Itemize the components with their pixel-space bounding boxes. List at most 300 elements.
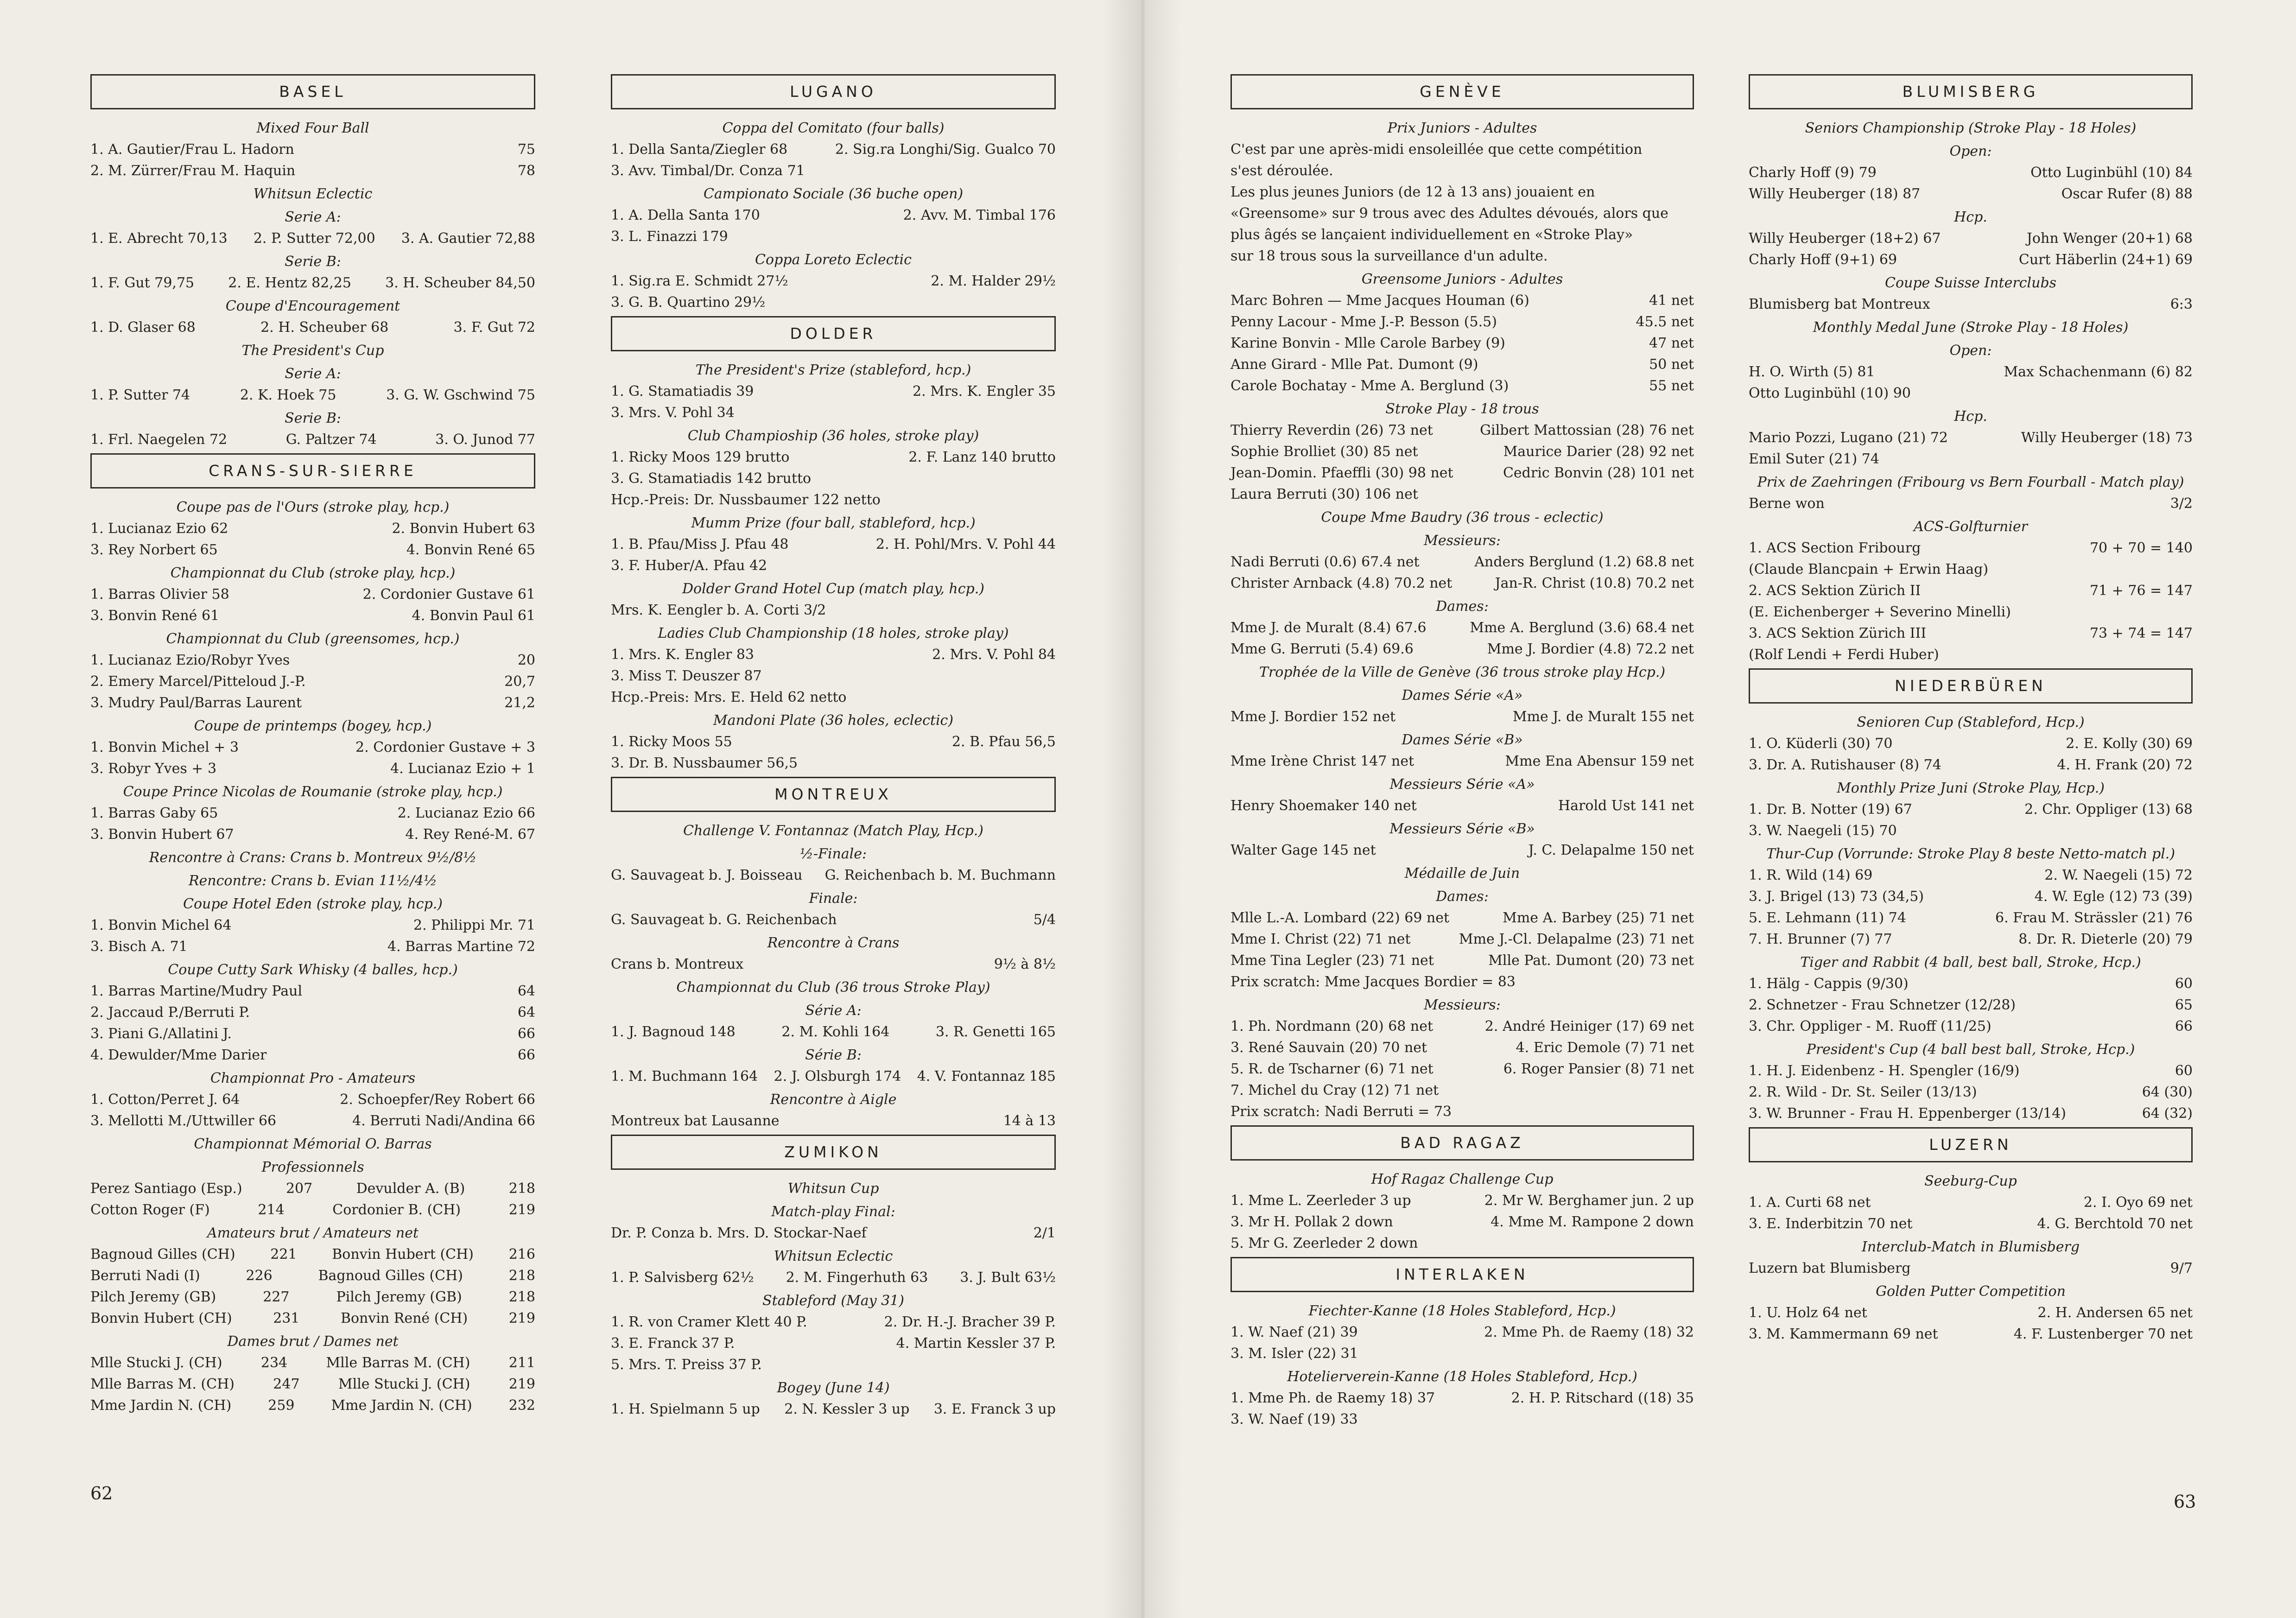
- club-section: [611, 777, 1056, 1132]
- result-cell: 1. Sig.ra E. Schmidt 27½: [611, 273, 788, 289]
- result-cell: 231: [273, 1310, 300, 1326]
- result-cell: 3. Bonvin René 61: [90, 608, 220, 624]
- result-cell: 1. Barras Olivier 58: [90, 586, 229, 603]
- result-line: [611, 909, 1056, 931]
- result-line: [90, 228, 535, 249]
- result-cell: 4. G. Berchtold 70 net: [2037, 1216, 2193, 1232]
- result-cell: 1. P. Sutter 74: [90, 387, 190, 403]
- result-cell: 3. G. W. Gschwind 75: [386, 387, 535, 403]
- result-cell: Mme J. de Muralt (8.4) 67.6: [1230, 620, 1427, 636]
- competition: [90, 716, 535, 780]
- result-cell: 1. U. Holz 64 net: [1749, 1305, 1867, 1321]
- result-cell: 64 (30): [2142, 1084, 2193, 1100]
- result-cell: 219: [508, 1202, 535, 1218]
- result-cell: 70 + 70 = 140: [2089, 540, 2193, 556]
- result-cell: Berne won: [1749, 495, 1825, 512]
- result-line: [611, 402, 1056, 424]
- competition: [90, 870, 535, 892]
- result-line: [90, 692, 535, 714]
- competition-title: Bogey (June 14): [777, 1380, 890, 1396]
- result-line: [611, 687, 1056, 708]
- result-cell: 2. E. Hentz 82,25: [228, 275, 351, 291]
- competition-title: Club Champioship (36 holes, stroke play): [687, 428, 979, 444]
- competition: [611, 820, 1056, 842]
- competition: [90, 184, 535, 205]
- result-line: [611, 731, 1056, 753]
- result-line: [1230, 1388, 1694, 1409]
- result-cell: Mme A. Barbey (25) 71 net: [1503, 910, 1694, 926]
- result-cell: 4. Rey René-M. 67: [405, 826, 535, 843]
- result-cell: 71 + 76 = 147: [2089, 583, 2193, 599]
- result-cell: 8. Dr. R. Dieterle (20) 79: [2018, 931, 2193, 947]
- club-header: INTERLAKEN: [1230, 1257, 1694, 1292]
- competition: [90, 1331, 535, 1416]
- result-cell: 4. V. Fontannaz 185: [917, 1068, 1056, 1085]
- result-line: [1230, 224, 1694, 246]
- competition-title: Dames Série «B»: [1402, 732, 1523, 748]
- competition-title: Stableford (May 31): [762, 1293, 904, 1309]
- result-cell: 3. A. Gautier 72,88: [401, 230, 535, 247]
- result-cell: Mlle Stucki J. (CH): [338, 1376, 470, 1392]
- result-cell: Mme Jardin N. (CH): [90, 1397, 232, 1414]
- result-cell: 2. Avv. M. Timbal 176: [903, 207, 1056, 223]
- result-line: [1749, 1258, 2193, 1279]
- result-cell: 73 + 74 = 147: [2089, 625, 2193, 641]
- result-cell: 247: [273, 1376, 300, 1392]
- competition-title: Serie B:: [285, 254, 341, 270]
- competition-title: Championnat du Club (stroke play, hcp.): [170, 565, 456, 581]
- result-cell: 4. Dewulder/Mme Darier: [90, 1047, 267, 1063]
- result-line: [1749, 1324, 2193, 1345]
- page-number-right: 63: [2174, 1491, 2196, 1512]
- competition: [1749, 340, 2193, 404]
- competition: [90, 207, 535, 249]
- result-line: [1230, 1059, 1694, 1080]
- result-cell: 219: [508, 1376, 535, 1392]
- competition-title: Interclub-Match in Blumisberg: [1861, 1239, 2080, 1255]
- competition-title: Monthly Medal June (Stroke Play - 18 Holes): [1813, 319, 2129, 336]
- result-cell: Cordonier B. (CH): [332, 1202, 461, 1218]
- result-cell: Mme J.-Cl. Delapalme (23) 71 net: [1459, 931, 1694, 947]
- result-cell: 1. A. Della Santa 170: [611, 207, 760, 223]
- result-line: [1230, 333, 1694, 354]
- result-cell: 64: [517, 1004, 535, 1021]
- result-cell: 227: [263, 1289, 290, 1305]
- result-line: [1749, 820, 2193, 842]
- competition: [90, 781, 535, 845]
- competition-title: Série A:: [805, 1003, 862, 1019]
- result-cell: 2. M. Fingerhuth 63: [786, 1269, 928, 1286]
- result-cell: 1. ACS Section Fribourg: [1749, 540, 1921, 556]
- result-cell: 1. H. Spielmann 5 up: [611, 1401, 760, 1417]
- result-cell: 2. Dr. H.-J. Bracher 39 P.: [884, 1314, 1056, 1330]
- result-cell: 2. N. Kessler 3 up: [784, 1401, 910, 1417]
- result-cell: 1. Bonvin Michel + 3: [90, 739, 239, 755]
- competition: [1749, 1039, 2193, 1124]
- competition: [1749, 207, 2193, 271]
- result-cell: 3. Robyr Yves + 3: [90, 761, 217, 777]
- result-cell: plus âgés se lançaient individuellement en «Stroke Play»: [1230, 227, 1633, 243]
- result-cell: Gilbert Mattossian (28) 76 net: [1480, 422, 1694, 438]
- page-number-left: 62: [90, 1483, 113, 1504]
- result-cell: 20,7: [504, 673, 535, 690]
- result-line: [1749, 1103, 2193, 1124]
- result-line: [90, 605, 535, 627]
- result-cell: 1. F. Gut 79,75: [90, 275, 195, 291]
- result-line: [611, 865, 1056, 886]
- result-line: [1749, 427, 2193, 449]
- result-line: [1749, 973, 2193, 995]
- competition-title: Fiechter-Kanne (18 Holes Stableford, Hcp.): [1308, 1303, 1616, 1319]
- result-cell: Mrs. K. Eengler b. A. Corti 3/2: [611, 602, 826, 618]
- result-cell: Maurice Darier (28) 92 net: [1503, 444, 1694, 460]
- competition: [1749, 712, 2193, 776]
- competition: [90, 118, 535, 182]
- competition: [1230, 995, 1694, 1123]
- result-cell: 3. Dr. A. Rutishauser (8) 74: [1749, 757, 1941, 773]
- result-cell: 2. H. Pohl/Mrs. V. Pohl 44: [875, 536, 1056, 552]
- result-line: [90, 824, 535, 845]
- result-cell: 1. Ph. Nordmann (20) 68 net: [1230, 1018, 1433, 1034]
- result-cell: Prix scratch: Nadi Berruti = 73: [1230, 1104, 1452, 1120]
- result-line: [611, 1354, 1056, 1376]
- result-line: [611, 1267, 1056, 1288]
- result-cell: 5. R. de Tscharner (6) 71 net: [1230, 1061, 1433, 1077]
- competition-title: Tiger and Rabbit (4 ball, best ball, Stroke, Hcp.): [1800, 954, 2141, 971]
- result-line: [1230, 971, 1694, 993]
- club-header: LUGANO: [611, 74, 1056, 109]
- result-line: [90, 671, 535, 692]
- result-line: [1230, 795, 1694, 817]
- result-line: [1230, 375, 1694, 397]
- result-line: [1749, 1016, 2193, 1037]
- competition: [611, 118, 1056, 182]
- result-line: [611, 1223, 1056, 1244]
- competition-title: Dames:: [1436, 888, 1489, 905]
- column-right-1: [1230, 74, 1694, 1433]
- result-cell: 2. Jaccaud P./Berruti P.: [90, 1004, 250, 1021]
- result-line: [611, 600, 1056, 621]
- competition: [90, 1223, 535, 1329]
- result-cell: Mme Jardin N. (CH): [331, 1397, 472, 1414]
- result-cell: 2. Mrs. V. Pohl 84: [932, 647, 1056, 663]
- result-cell: 64 (32): [2142, 1105, 2193, 1122]
- result-line: [1230, 1101, 1694, 1123]
- competition: [1749, 317, 2193, 338]
- result-cell: Bagnoud Gilles (CH): [90, 1246, 235, 1263]
- result-cell: 2. Philippi Mr. 71: [413, 917, 535, 933]
- competition-title: Monthly Prize Juni (Stroke Play, Hcp.): [1837, 780, 2105, 796]
- competition: [1749, 952, 2193, 1037]
- result-cell: Hcp.-Preis: Dr. Nussbaumer 122 netto: [611, 492, 881, 508]
- result-cell: Prix scratch: Mme Jacques Bordier = 83: [1230, 974, 1516, 990]
- result-cell: 2. Mrs. K. Engler 35: [913, 383, 1056, 400]
- result-cell: 1. Bonvin Michel 64: [90, 917, 232, 933]
- result-cell: Pilch Jeremy (GB): [90, 1289, 216, 1305]
- result-cell: 3. Avv. Timbal/Dr. Conza 71: [611, 163, 805, 179]
- result-cell: 1. P. Salvisberg 62½: [611, 1269, 754, 1286]
- result-line: [611, 1066, 1056, 1087]
- result-line: [1749, 559, 2193, 580]
- competition: [90, 1068, 535, 1132]
- result-cell: 3. Mrs. V. Pohl 34: [611, 405, 735, 421]
- result-line: [611, 381, 1056, 402]
- result-cell: 232: [508, 1397, 535, 1414]
- result-line: [1230, 311, 1694, 333]
- competition: [1230, 596, 1694, 660]
- competition: [90, 628, 535, 714]
- result-cell: 3. Miss T. Deuszer 87: [611, 668, 762, 684]
- result-cell: Mme J. de Muralt 155 net: [1512, 709, 1694, 725]
- result-cell: 66: [2175, 1018, 2193, 1034]
- result-line: [1230, 617, 1694, 639]
- competition: [1230, 507, 1694, 528]
- result-cell: 4. Martin Kessler 37 P.: [896, 1335, 1056, 1352]
- result-line: [90, 1045, 535, 1066]
- result-line: [611, 271, 1056, 292]
- result-cell: 3. M. Isler (22) 31: [1230, 1345, 1358, 1362]
- competition-title: Coupe Cutty Sark Whisky (4 balles, hcp.): [168, 962, 458, 978]
- competition-title: President's Cup (4 ball best ball, Stroke, Hcp.): [1806, 1041, 2135, 1058]
- club-header: LUZERN: [1749, 1127, 2193, 1162]
- result-cell: 3. W. Naef (19) 33: [1230, 1411, 1358, 1428]
- competition: [1230, 269, 1694, 397]
- result-cell: 211: [508, 1355, 535, 1371]
- competition: [1230, 662, 1694, 683]
- competition: [1230, 730, 1694, 772]
- result-cell: 2. W. Naegeli (15) 72: [2044, 867, 2193, 883]
- competition-title: Rencontre à Crans: [767, 935, 900, 951]
- result-line: [1749, 1302, 2193, 1324]
- result-line: [1749, 493, 2193, 514]
- result-cell: 1. R. von Cramer Klett 40 P.: [611, 1314, 807, 1330]
- result-line: [90, 539, 535, 561]
- result-cell: «Greensome» sur 9 trous avec des Adultes dévoués, alors que: [1230, 205, 1668, 222]
- result-cell: 75: [517, 141, 535, 158]
- result-cell: Willy Heuberger (18) 73: [2021, 430, 2193, 446]
- result-cell: Cedric Bonvin (28) 101 net: [1503, 465, 1694, 481]
- club-section: [90, 453, 535, 1416]
- competition: [611, 1089, 1056, 1132]
- result-cell: s'est déroulée.: [1230, 163, 1333, 179]
- result-line: [1230, 950, 1694, 971]
- result-line: [1230, 160, 1694, 182]
- result-line: [611, 489, 1056, 511]
- result-line: [1230, 420, 1694, 441]
- result-line: [1749, 623, 2193, 644]
- competition: [90, 959, 535, 1066]
- result-line: [1749, 733, 2193, 755]
- competition: [90, 1134, 535, 1155]
- competition: [1230, 399, 1694, 505]
- competition-title: Hotelierverein-Kanne (18 Holes Stableford, Hcp.): [1287, 1369, 1637, 1385]
- competition-title: The President's Cup: [241, 343, 384, 359]
- result-cell: Mlle Stucki J. (CH): [90, 1355, 222, 1371]
- result-line: [611, 644, 1056, 666]
- result-cell: Mlle L.-A. Lombard (22) 69 net: [1230, 910, 1450, 926]
- result-cell: Mlle Barras M. (CH): [90, 1376, 235, 1392]
- result-line: [611, 160, 1056, 182]
- competition-title: Médaille de Juin: [1404, 865, 1520, 882]
- result-cell: Anders Berglund (1.2) 68.8 net: [1474, 554, 1694, 570]
- result-line: [611, 555, 1056, 577]
- result-cell: Cotton Roger (F): [90, 1202, 210, 1218]
- result-line: [1749, 602, 2193, 623]
- result-cell: 3. Piani G./Allatini J.: [90, 1026, 232, 1042]
- result-cell: Charly Hoff (9+1) 69: [1749, 252, 1897, 268]
- competition-title: Prix de Zaehringen (Fribourg vs Bern Fourball - Match play): [1757, 474, 2184, 490]
- competition: [90, 408, 535, 451]
- competition-title: Hcp.: [1954, 209, 1987, 225]
- result-cell: 1. G. Stamatiadis 39: [611, 383, 754, 400]
- club-header: BAD RAGAZ: [1230, 1125, 1694, 1161]
- competition-title: The President's Prize (stableford, hcp.): [695, 362, 971, 378]
- result-cell: 64: [517, 983, 535, 999]
- result-cell: 2. Chr. Oppliger (13) 68: [2024, 801, 2193, 818]
- result-cell: sur 18 trous sous la surveillance d'un adulte.: [1230, 248, 1548, 264]
- result-cell: 1. Hälg - Cappis (9/30): [1749, 976, 1909, 992]
- result-cell: 4. Bonvin René 65: [406, 542, 535, 558]
- result-line: [90, 429, 535, 451]
- competition-title: Seeburg-Cup: [1924, 1173, 2017, 1189]
- result-cell: Sophie Brolliet (30) 85 net: [1230, 444, 1418, 460]
- result-cell: Mlle Pat. Dumont (20) 73 net: [1488, 952, 1694, 969]
- competition: [1230, 1301, 1694, 1364]
- result-line: [90, 1265, 535, 1287]
- result-line: [611, 1399, 1056, 1420]
- result-cell: Bagnoud Gilles (CH): [318, 1268, 463, 1284]
- competition-title: Coupe Hotel Eden (stroke play, hcp.): [183, 896, 443, 912]
- result-cell: 78: [517, 163, 535, 179]
- competition: [611, 1290, 1056, 1376]
- result-cell: 1. Ricky Moos 55: [611, 734, 732, 750]
- result-cell: Berruti Nadi (I): [90, 1268, 200, 1284]
- result-cell: Mme J. Bordier 152 net: [1230, 709, 1396, 725]
- result-cell: 7. H. Brunner (7) 77: [1749, 931, 1892, 947]
- result-cell: Montreux bat Lausanne: [611, 1113, 780, 1129]
- result-line: [1749, 383, 2193, 404]
- result-cell: 2. Mme Ph. de Raemy (18) 32: [1484, 1324, 1694, 1340]
- result-cell: Mme I. Christ (22) 71 net: [1230, 931, 1411, 947]
- result-cell: 1. M. Buchmann 164: [611, 1068, 758, 1085]
- result-line: [1749, 886, 2193, 907]
- result-cell: 5/4: [1033, 912, 1056, 928]
- result-line: [1230, 552, 1694, 573]
- competition: [611, 977, 1056, 998]
- result-cell: 3. F. Gut 72: [453, 319, 535, 336]
- result-cell: Marc Bohren — Mme Jacques Houman (6): [1230, 292, 1529, 309]
- result-line: [90, 317, 535, 338]
- result-cell: 1. J. Bagnoud 148: [611, 1024, 736, 1040]
- result-cell: 3. Bisch A. 71: [90, 939, 188, 955]
- result-line: [90, 1374, 535, 1395]
- competition-title: Whitsun Eclectic: [774, 1248, 893, 1264]
- club-section: [611, 1135, 1056, 1420]
- competition: [611, 249, 1056, 313]
- result-cell: Mme Irène Christ 147 net: [1230, 753, 1414, 769]
- competition-title: Thur-Cup (Vorrunde: Stroke Play 8 beste Netto-match pl.): [1766, 846, 2175, 862]
- result-cell: 1. Della Santa/Ziegler 68: [611, 141, 788, 158]
- result-cell: Bonvin René (CH): [340, 1310, 468, 1326]
- result-line: [1230, 1409, 1694, 1430]
- result-cell: Penny Lacour - Mme J.-P. Besson (5.5): [1230, 314, 1497, 330]
- result-cell: 3. W. Naegeli (15) 70: [1749, 823, 1897, 839]
- book-gutter: [1103, 0, 1182, 1618]
- competition: [1749, 516, 2193, 666]
- competition: [90, 497, 535, 561]
- competition-title: Championnat Pro - Amateurs: [210, 1070, 416, 1086]
- result-cell: Bonvin Hubert (CH): [90, 1310, 232, 1326]
- result-cell: Carole Bochatay - Mme A. Berglund (3): [1230, 378, 1509, 394]
- result-cell: 2. J. Olsburgh 174: [774, 1068, 901, 1085]
- result-line: [90, 584, 535, 605]
- competition: [611, 888, 1056, 931]
- result-line: [90, 1308, 535, 1329]
- result-line: [611, 1333, 1056, 1354]
- competition-title: Coupe de printemps (bogey, hcp.): [194, 718, 432, 734]
- competition-title: Open:: [1949, 343, 1992, 359]
- competition-title: Campionato Sociale (36 buche open): [703, 186, 964, 202]
- result-cell: 1. Lucianaz Ezio/Robyr Yves: [90, 652, 290, 668]
- result-line: [611, 292, 1056, 313]
- competition-title: Coupe d'Encouragement: [225, 298, 400, 314]
- competition-title: Finale:: [809, 890, 858, 907]
- result-line: [1230, 1343, 1694, 1364]
- competition-title: Serie A:: [285, 209, 341, 225]
- result-cell: 2. André Heiniger (17) 69 net: [1484, 1018, 1694, 1034]
- result-cell: 2. E. Kolly (30) 69: [2066, 736, 2193, 752]
- competition-title: Trophée de la Ville de Genève (36 trous stroke play Hcp.): [1259, 664, 1666, 680]
- result-cell: 3. Rey Norbert 65: [90, 542, 218, 558]
- result-cell: 1. Ricky Moos 129 brutto: [611, 449, 790, 465]
- result-cell: G. Sauvageat b. G. Reichenbach: [611, 912, 837, 928]
- competition: [1230, 685, 1694, 728]
- competition-title: Messieurs Série «A»: [1389, 776, 1535, 793]
- competition: [1230, 863, 1694, 884]
- result-cell: 4. Mme M. Rampone 2 down: [1490, 1214, 1694, 1230]
- result-cell: Mme Tina Legler (23) 71 net: [1230, 952, 1434, 969]
- competition-title: ½-Finale:: [799, 846, 867, 862]
- result-cell: 3. L. Finazzi 179: [611, 228, 728, 245]
- result-line: [1749, 755, 2193, 776]
- result-cell: 1. Dr. B. Notter (19) 67: [1749, 801, 1912, 818]
- competition-title: Match-play Final:: [771, 1204, 895, 1220]
- result-line: [1749, 580, 2193, 602]
- result-cell: 4. W. Egle (12) 73 (39): [2034, 888, 2193, 905]
- result-line: [90, 385, 535, 406]
- result-cell: H. O. Wirth (5) 81: [1749, 364, 1875, 380]
- result-cell: Mme Ena Abensur 159 net: [1505, 753, 1694, 769]
- club-section: [611, 74, 1056, 313]
- result-cell: 5. Mr G. Zeerleder 2 down: [1230, 1235, 1418, 1251]
- result-cell: 3. J. Brigel (13) 73 (34,5): [1749, 888, 1924, 905]
- result-line: [1230, 751, 1694, 772]
- result-cell: 1. A. Gautier/Frau L. Hadorn: [90, 141, 294, 158]
- result-cell: 2. H. Scheuber 68: [260, 319, 389, 336]
- column-right-2: [1749, 74, 2193, 1348]
- result-cell: 2. H. Andersen 65 net: [2037, 1305, 2193, 1321]
- result-cell: 6. Roger Pansier (8) 71 net: [1503, 1061, 1694, 1077]
- result-cell: 3. Mudry Paul/Barras Laurent: [90, 695, 302, 711]
- result-line: [1230, 840, 1694, 861]
- result-line: [1749, 865, 2193, 886]
- club-section: [1230, 1125, 1694, 1254]
- competition-title: Golden Putter Competition: [1876, 1283, 2066, 1300]
- result-cell: Perez Santiago (Esp.): [90, 1180, 242, 1197]
- result-line: [90, 1089, 535, 1110]
- competition-title: Messieurs:: [1424, 997, 1501, 1013]
- result-cell: G. Paltzer 74: [285, 431, 377, 448]
